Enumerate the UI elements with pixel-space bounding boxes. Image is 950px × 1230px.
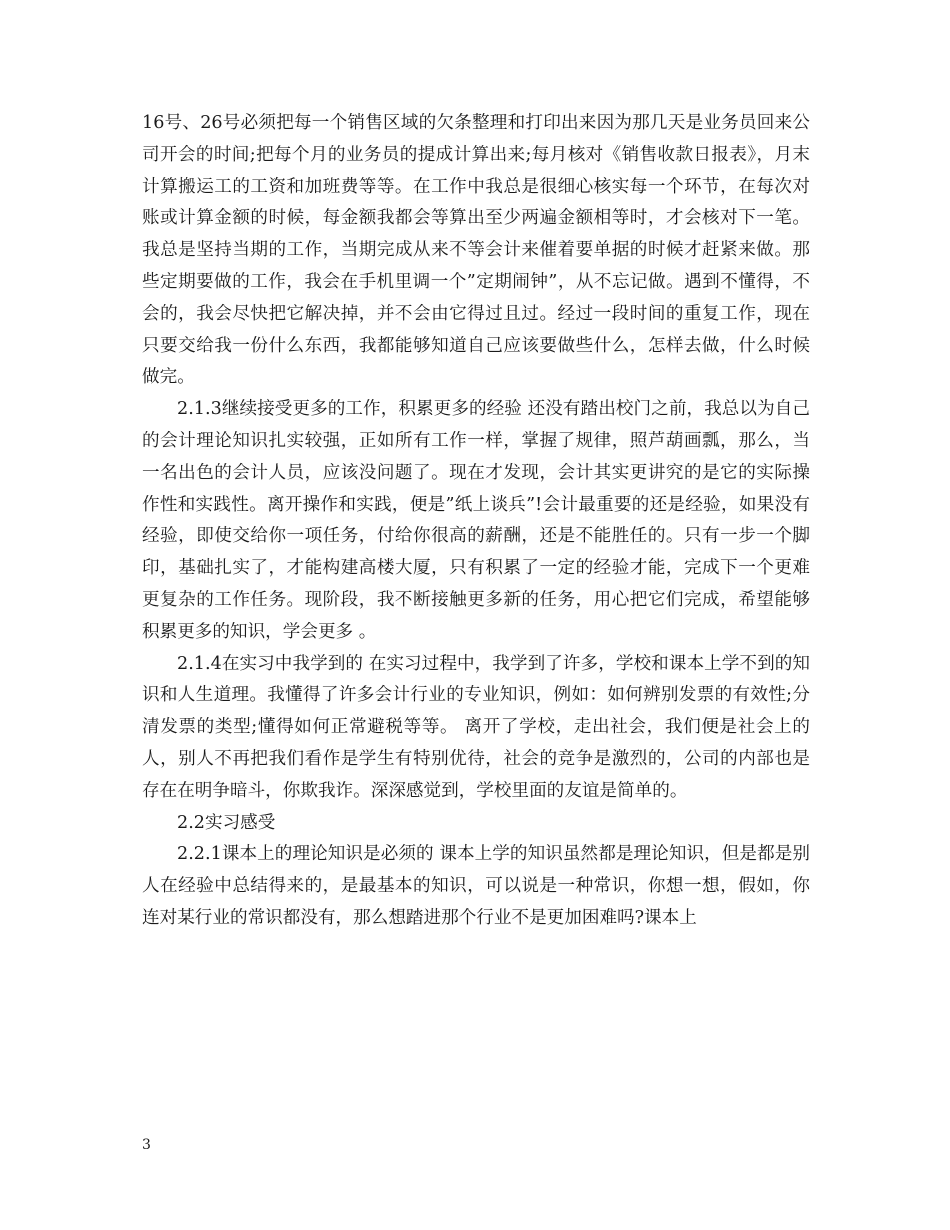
- paragraph-receivables-work: 16号、26号必须把每一个销售区域的欠条整理和打印出来因为那几天是业务员回来公司开会的时间;把每个月的业务员的提成计算出来;每月核对《销售收款日报表》，月末计算搬运工的工资和加班费等等。在工作中我总是很细心核实每一个环节，在每次对账或计算金额的时候，每金额我都会等算出至少两遍金额相等时，才会核对下一笔。我总是坚持当期的工作，当期完成从来不等会计来催着要单据的时候才赶紧来做。那些定期要做的工作，我会在手机里调一个”定期闹钟”，从不忘记做。遇到不懂得，不会的，我会尽快把它解决掉，并不会由它得过且过。经过一段时间的重复工作，现在只要交给我一份什么东西，我都能够知道自己应该要做些什么，怎样去做，什么时候做完。: [142, 113, 810, 388]
- paragraph-2-1-4: 2.1.4在实习中我学到的 在实习过程中，我学到了许多，学校和课本上学不到的知识和人生道理。我懂得了许多会计行业的专业知识，例如：如何辨别发票的有效性;分清发票的类型;懂得如何正常避税等等。 离开了学校，走出社会，我们便是社会上的人，别人不再把我们看作是学生有特别优待，社会的竞争是激烈的，公司的内部也是存在在明争暗斗，你欺我诈。深深感觉到，学校里面的友谊是简单的。: [142, 653, 810, 801]
- page-number: 3: [142, 1137, 151, 1153]
- section-heading-2-2: 2.2实习感受: [177, 812, 276, 833]
- document-page: [142, 108, 810, 935]
- paragraph-2-2-1: 2.2.1课本上的理论知识是必须的 课本上学的知识虽然都是理论知识，但是都是别人在经验中总结得来的，是最基本的知识，可以说是一种常识，你想一想，假如，你连对某行业的常识都没有，那么想踏进那个行业不是更加困难吗?课本上: [142, 844, 810, 928]
- paragraph-2-1-3: 2.1.3继续接受更多的工作，积累更多的经验 还没有踏出校门之前，我总以为自己的会计理论知识扎实较强，正如所有工作一样，掌握了规律，照芦葫画瓢，那么，当一名出色的会计人员，应该没问题了。现在才发现，会计其实更讲究的是它的实际操作性和实践性。离开操作和实践，便是”纸上谈兵”!会计最重要的还是经验，如果没有经验，即使交给你一项任务，付给你很高的薪酬，还是不能胜任的。只有一步一个脚印，基础扎实了，才能构建高楼大厦，只有积累了一定的经验才能，完成下一个更难更复杂的工作任务。现阶段，我不断接触更多新的任务，用心把它们完成，希望能够积累更多的知识，学会更多 。: [142, 399, 810, 642]
